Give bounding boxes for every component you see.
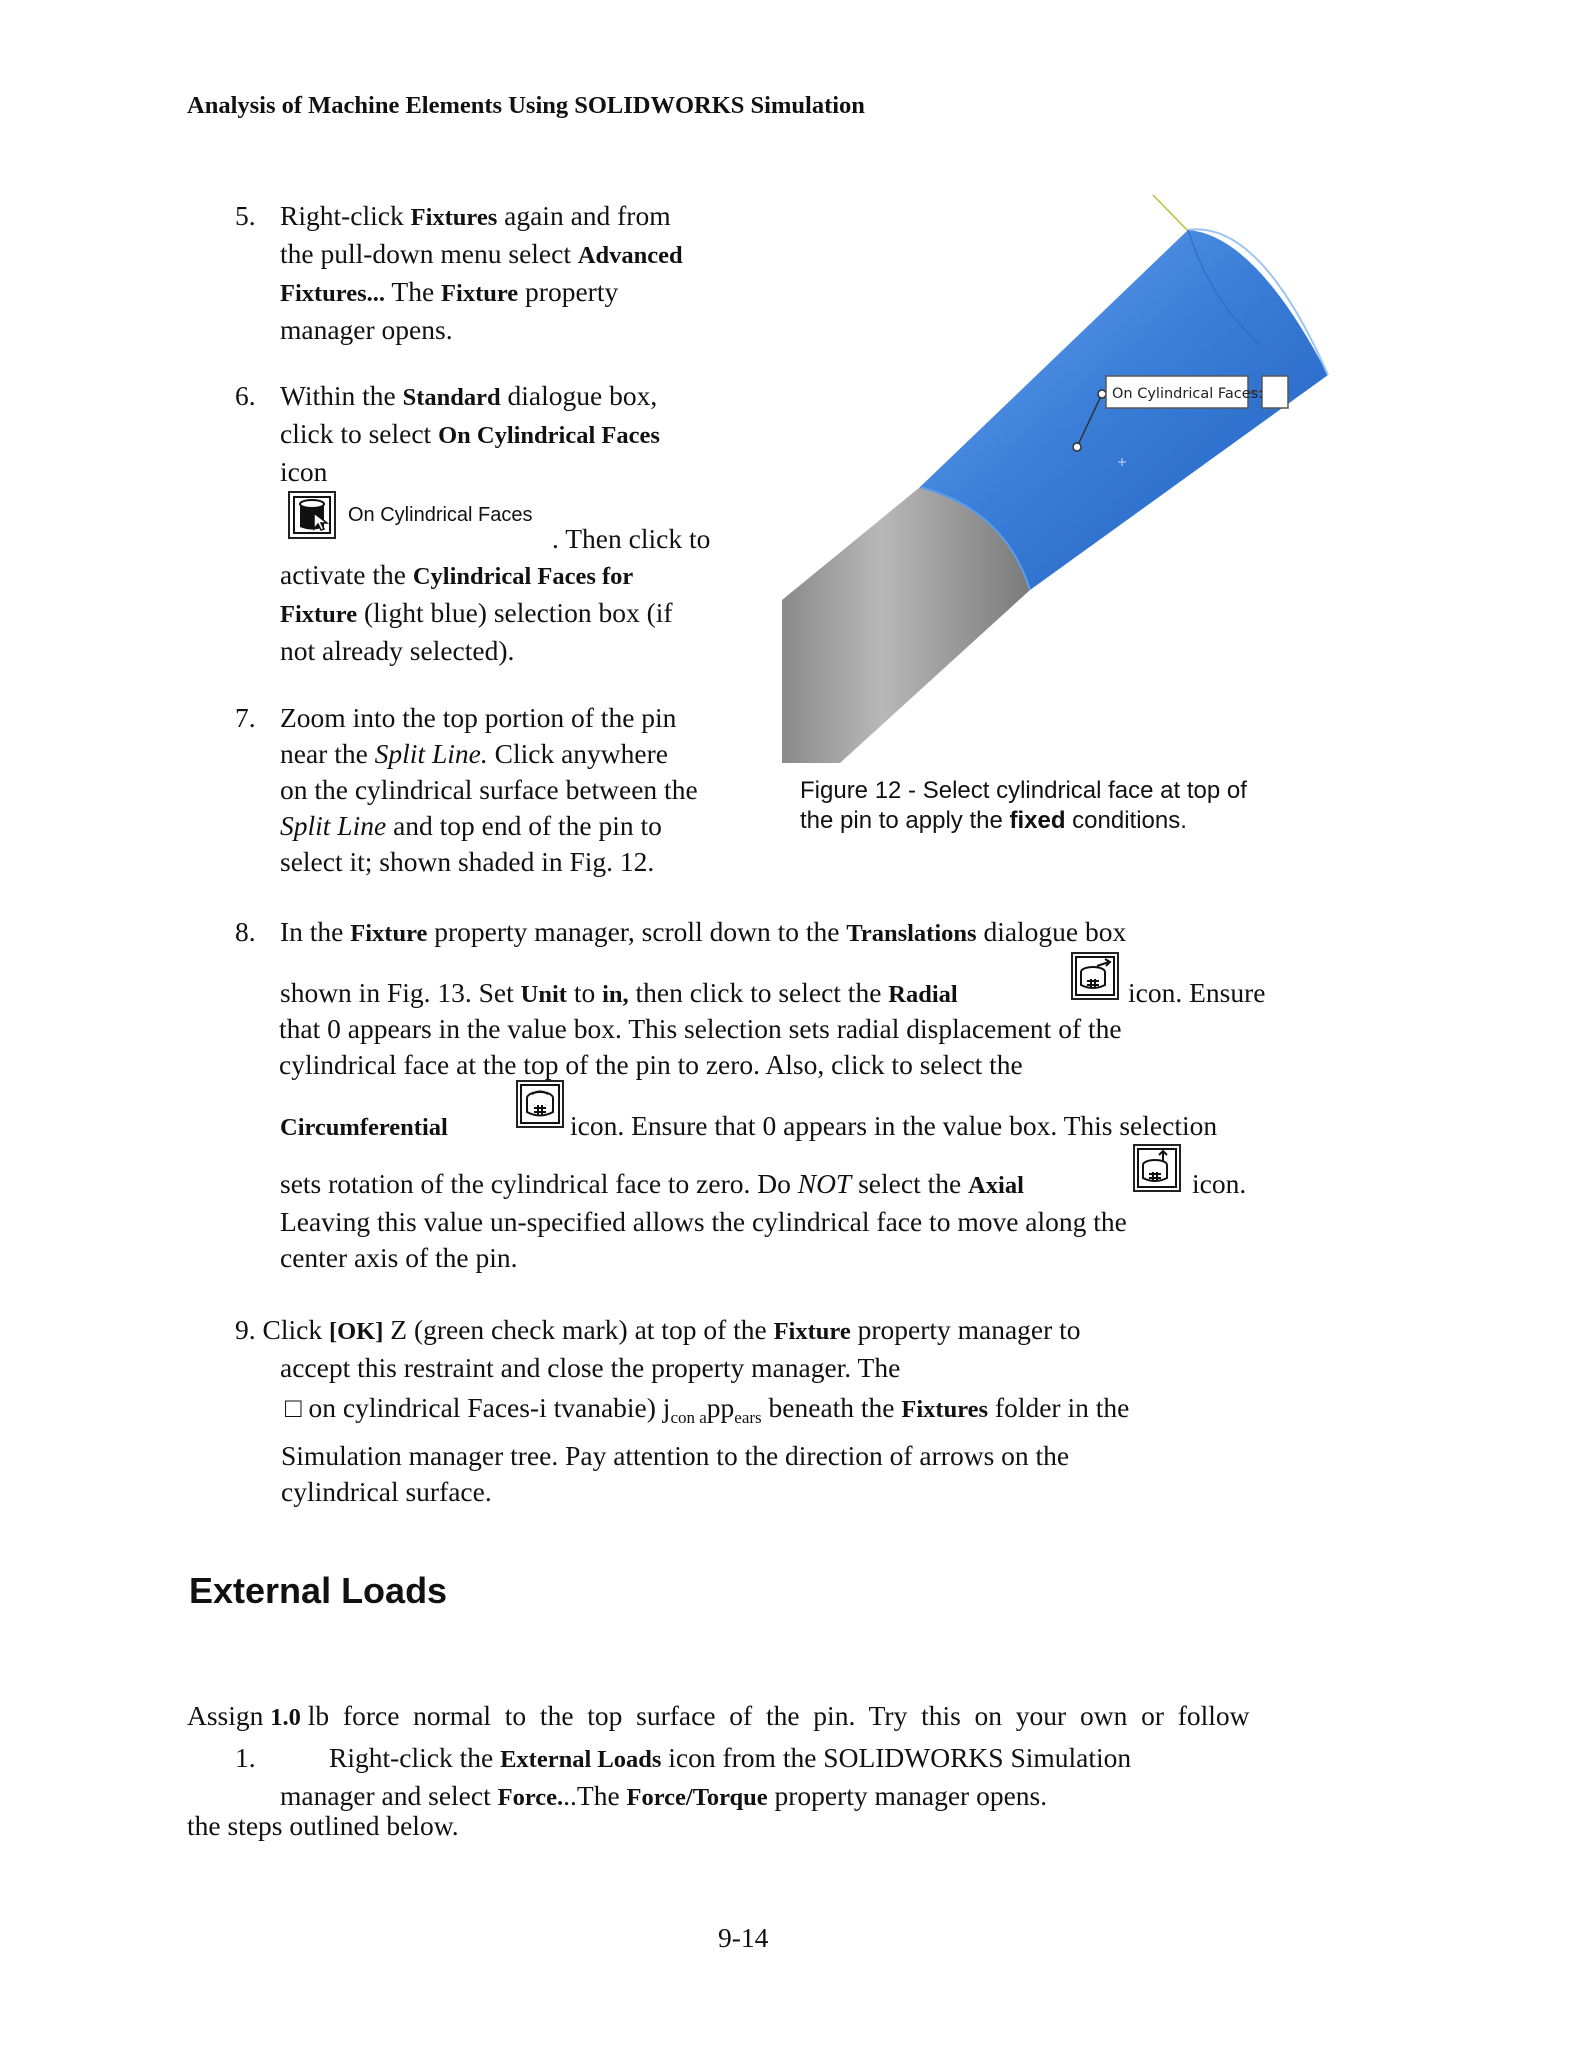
step-8-line2: shown in Fig. 13. Set Unit to in, then click to select the Radial	[280, 977, 958, 1008]
step-number: 6.	[235, 380, 256, 411]
step-number: 1.	[235, 1742, 256, 1773]
step-8-circ-tail: icon. Ensure that 0 appears in the value box. This selection	[570, 1110, 1218, 1141]
page-number: 9-14	[718, 1922, 769, 1953]
step-number: 8.	[235, 916, 256, 947]
step-number: 5.	[235, 200, 256, 231]
step-6: 6. Within the Standard dialogue box, click to select On Cylindrical Faces icon	[235, 380, 660, 487]
icon-label: On Cylindrical Faces	[348, 504, 533, 526]
step-7: 7. Zoom into the top portion of the pin near the Split Line. Click anywhere on the cylindrical surface between the Split Line and top end of the pin to select it; shown shaded in Fig. 12.	[235, 702, 698, 877]
step-9: 9. Click [OK] Z (green check mark) at top of the Fixture property manager to accept this restraint and close the property manager. The □ on cylindrical Faces-i tvanabie) $j_{con a}pp_{ears}$ beneath the Fixtures folder in the Simulation manager tree. Pay attention to the direction of arrows on the cylindrical surface.	[235, 1314, 1130, 1507]
figure-caption: Figure 12 - Select cylindrical face at top of the pin to apply the fixed conditions.	[800, 777, 1247, 834]
step-5: 5. Right-click Fixtures again and from the pull-down menu select Advanced Fixtures... The Fixture property manager opens.	[235, 200, 683, 345]
svg-text:+: +	[1117, 455, 1128, 469]
load-step-1: 1. Right-click the External Loads icon from the SOLIDWORKS Simulation manager and select Force...The Force/Torque property manager opens.	[235, 1742, 1132, 1811]
step-8-body: that 0 appears in the value box. This selection sets radial displacement of the cylindrical face at the top of the pin to zero. Also, click to select the	[279, 1013, 1122, 1080]
step-number: 7.	[235, 702, 256, 733]
section-intro: Assign 1.0 lb force normal to the top surface of the pin. Try this on your own or follow the steps outlined below.	[187, 1700, 1250, 1841]
radial-icon	[1071, 952, 1119, 1000]
figure-12	[760, 180, 1360, 775]
step-8-axial: sets rotation of the cylindrical face to zero. Do NOT select the Axial	[280, 1168, 1024, 1199]
step-8-radial-tail: icon. Ensure	[1128, 977, 1266, 1008]
axial-icon	[1133, 1144, 1181, 1192]
step-6-text: . Then click to activate the Cylindrical Faces for Fixture (light blue) selection box (if not already selected).	[280, 523, 711, 666]
step-8-circ: Circumferential	[280, 1114, 448, 1141]
running-header: Analysis of Machine Elements Using SOLIDWORKS Simulation	[187, 92, 865, 119]
step-8: 8. In the Fixture property manager, scroll down to the Translations dialogue box	[235, 914, 1355, 952]
callout-label: On Cylindrical Faces:	[1112, 386, 1264, 402]
circumferential-icon	[516, 1080, 564, 1128]
section-title: External Loads	[189, 1570, 448, 1611]
step-8-axial-tail: icon.	[1192, 1168, 1247, 1199]
step-8-end: Leaving this value un-specified allows the cylindrical face to move along the center axis of the pin.	[280, 1206, 1127, 1273]
